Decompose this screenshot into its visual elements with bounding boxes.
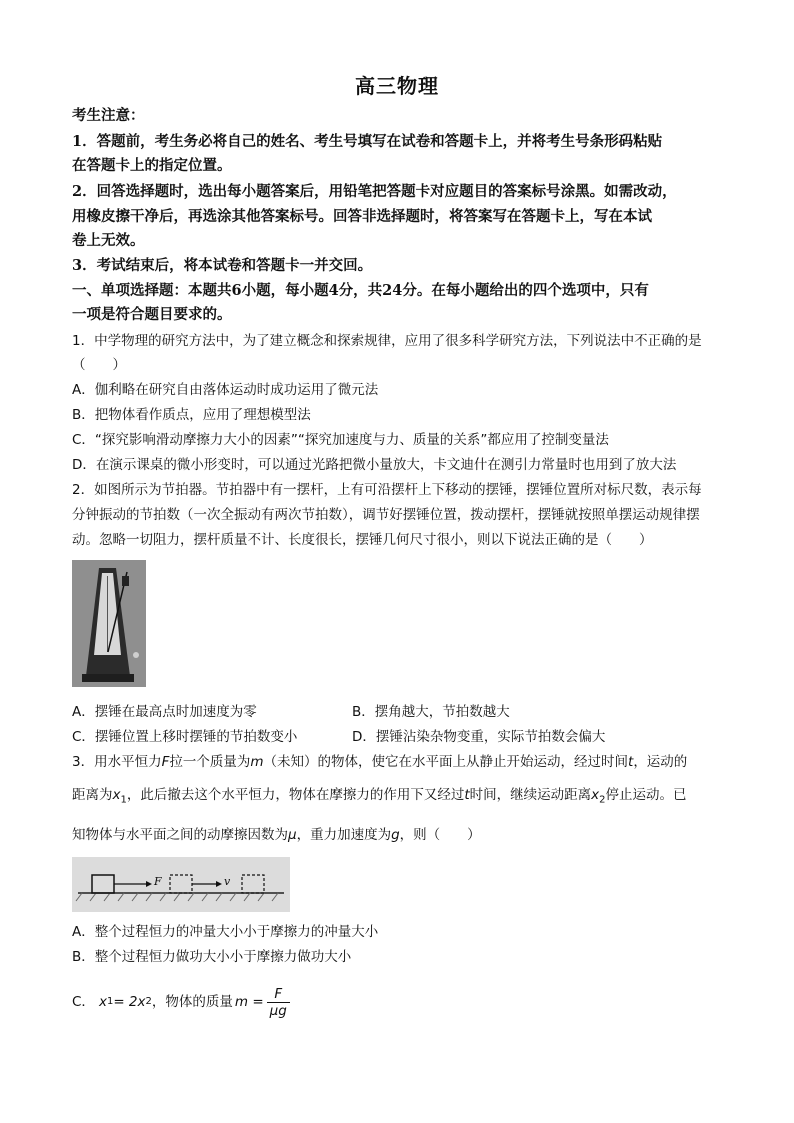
q3-option-c: C． x 1 = 2x 2 ，物体的质量 m = $\frac{F}{\mu g}$ (72, 985, 722, 1019)
q2-option-c: C．摆锤位置上移时摆锤的节拍数变小 (72, 729, 298, 745)
velocity-label: v (224, 875, 231, 888)
q3-option-a: A．整个过程恒力的冲量大小小于摩擦力的冲量大小 (72, 924, 379, 940)
q3-option-b: B．整个过程恒力做功大小小于摩擦力做功大小 (72, 949, 352, 965)
q1-option-c: C．“探究影响滑动摩擦力大小的因素”“探究加速度与力、质量的关系”都应用了控制变量法 (72, 432, 609, 448)
section1-heading-a: 一、单项选择题：本题共6小题，每小题4分，共24分。在每小题给出的四个选项中，只有 (72, 282, 649, 299)
notice-item-3: 3．考试结束后，将本试卷和答题卡一并交回。 (72, 257, 373, 274)
q1-option-b: B．把物体看作质点，应用了理想模型法 (72, 407, 311, 423)
q2-stem-a: 2．如图所示为节拍器。节拍器中有一摆杆，上有可沿摆杆上下移动的摆锤，摆锤位置所对标尺数，表示每 (72, 482, 702, 498)
notice-heading: 考生注意： (72, 107, 145, 124)
q2-option-b: B．摆角越大，节拍数越大 (352, 704, 510, 720)
mass-fraction: $\frac{F}{\mu g}$ (267, 986, 290, 1019)
page-title: 高三物理 (355, 74, 439, 98)
q1-option-d: D．在演示课桌的微小形变时，可以通过光路把微小量放大，卡文迪什在测引力常量时也用到了放大法 (72, 457, 677, 473)
q1-stem-a: 1．中学物理的研究方法中，为了建立概念和探索规律，应用了很多科学研究方法，下列说法中不正确的是 (72, 333, 702, 349)
notice-item-2b: 用橡皮擦干净后，再选涂其他答案标号。回答非选择题时，将答案写在答题卡上，写在本试 (72, 208, 652, 225)
force-diagram-drawing (72, 857, 290, 912)
notice-item-2c: 卷上无效。 (72, 232, 145, 249)
section1-heading-b: 一项是符合题目要求的。 (72, 306, 232, 323)
q2-stem-c: 动。忽略一切阻力，摆杆质量不计、长度很长，摆锤几何尺寸很小，则以下说法正确的是（ ） (72, 532, 653, 548)
metronome-drawing (72, 560, 146, 687)
q3-stem-a: 3．用水平恒力F拉一个质量为m（未知）的物体，使它在水平面上从静止开始运动，经过时间t，运动的 (72, 754, 688, 770)
force-diagram (72, 857, 290, 912)
q2-option-a: A．摆锤在最高点时加速度为零 (72, 704, 257, 720)
q2-option-d: D．摆锤沾染杂物变重，实际节拍数会偏大 (352, 729, 606, 745)
notice-item-1b: 在答题卡上的指定位置。 (72, 157, 232, 174)
notice-item-1a: 1．答题前，考生务必将自己的姓名、考生号填写在试卷和答题卡上，并将考生号条形码粘贴 (72, 133, 663, 150)
q2-stem-b: 分钟振动的节拍数（一次全振动有两次节拍数），调节好摆锤位置，拨动摆杆，摆锤就按照单摆运动规律摆 (72, 507, 700, 523)
q3-stem-b: 距离为$x_1$，此后撤去这个水平恒力，物体在摩擦力的作用下又经过t时间，继续运动距离$x_2$停止运动。已 (72, 787, 687, 806)
metronome-figure (72, 560, 146, 687)
force-label: F (154, 875, 162, 888)
notice-item-2a: 2．回答选择题时，选出每小题答案后，用铅笔把答题卡对应题目的答案标号涂黑。如需改动， (72, 183, 677, 200)
q3-stem-c: 知物体与水平面之间的动摩擦因数为μ，重力加速度为g，则（ ） (72, 827, 481, 843)
q1-stem-b: （ ） (72, 357, 126, 373)
q1-option-a: A．伽利略在研究自由落体运动时成功运用了微元法 (72, 382, 379, 398)
